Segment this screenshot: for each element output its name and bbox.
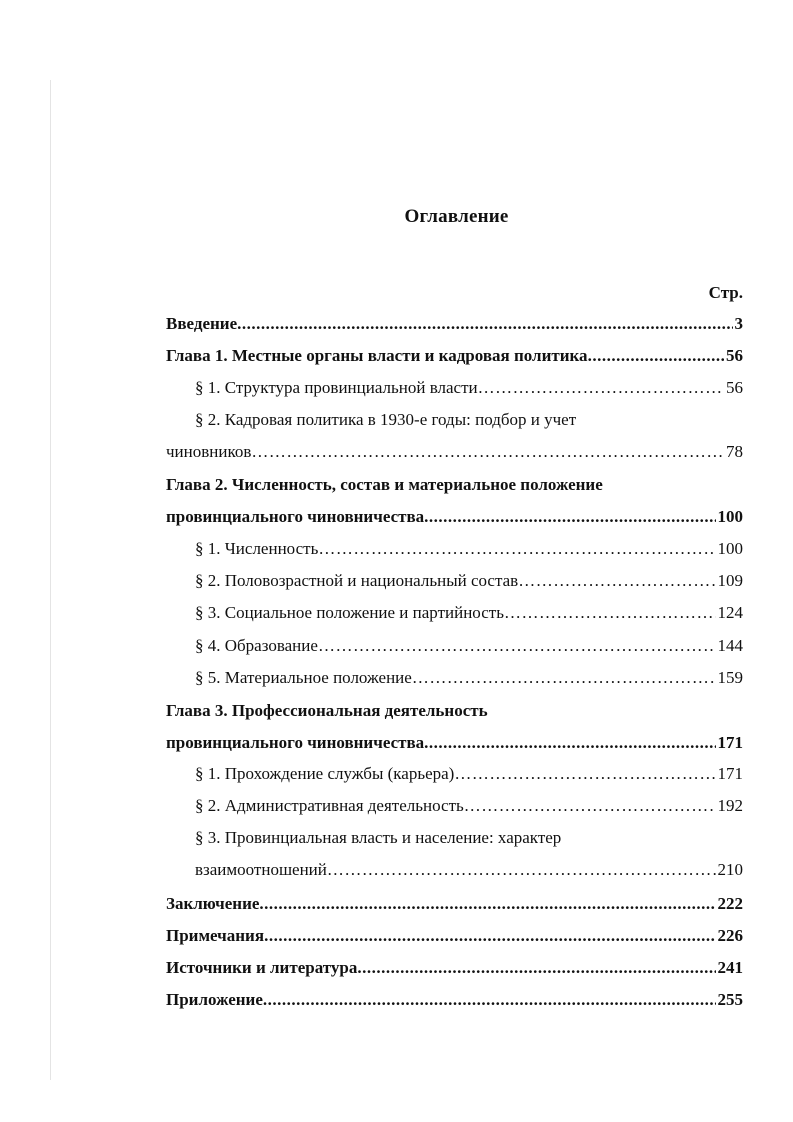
toc-entry-label: Приложение	[166, 990, 263, 1009]
toc-entry-ch3-section-2	[195, 795, 743, 817]
toc-page-number: 56	[726, 378, 743, 397]
toc-entry-label: § 3. Социальное положение и партийность	[195, 603, 504, 622]
dot-leader	[259, 893, 715, 915]
toc-entry-label: § 5. Материальное положение	[195, 668, 412, 687]
toc-entry-notes	[166, 925, 743, 947]
toc-entry-label: провинциального чиновничества	[166, 507, 425, 526]
dot-leader	[264, 925, 715, 947]
toc-entry-conclusion	[166, 893, 743, 915]
toc-entry-label: § 2. Административная деятельность	[195, 796, 464, 815]
toc-entry-label: чиновников	[166, 442, 252, 461]
toc-entry-ch1-section-1	[195, 377, 743, 399]
toc-page-number: 144	[717, 636, 743, 655]
dot-leader	[424, 732, 715, 754]
toc-entry-label: Источники и литература	[166, 958, 358, 977]
toc-entry-label: § 1. Численность	[195, 539, 319, 558]
page-title: Оглавление	[404, 206, 509, 227]
toc-entry-label: провинциального чиновничества	[166, 733, 425, 752]
dot-leader	[327, 859, 716, 881]
toc-entry-ch3-section-3-line-2	[195, 859, 743, 881]
toc-entry-label: Заключение	[166, 894, 260, 913]
dot-leader	[518, 570, 715, 592]
toc-page-number: 241	[717, 958, 743, 977]
dot-leader	[318, 538, 715, 560]
dot-leader	[263, 989, 716, 1011]
toc-entry-ch1-section-2-line-2	[166, 441, 743, 463]
toc-entry-label: § 2. Половозрастной и национальный состав	[195, 571, 519, 590]
toc-entry-ch3-section-1	[195, 763, 743, 785]
toc-entry-ch2-section-5	[195, 667, 743, 689]
toc-entry-label: Глава 1. Местные органы власти и кадровая политика	[166, 346, 588, 365]
toc-entry-ch2-section-2	[195, 570, 743, 592]
toc-entry-chapter-2-line-1: Глава 2. Численность, состав и материальное положение	[166, 475, 603, 494]
dot-leader	[251, 441, 724, 463]
toc-page-number: 192	[717, 796, 743, 815]
toc-entry-chapter-3-line-2	[166, 732, 743, 754]
toc-entry-ch2-section-3	[195, 602, 743, 624]
toc-entry-label: Введение	[166, 314, 238, 333]
toc-page-number: 56	[726, 346, 743, 365]
toc-page-number: 100	[717, 507, 743, 526]
toc-entry-label: § 1. Структура провинциальной власти	[195, 378, 478, 397]
toc-page-number: 222	[717, 894, 743, 913]
toc-entry-ch3-section-3-line-1: § 3. Провинциальная власть и население: характер	[195, 828, 562, 847]
toc-page-number: 171	[717, 733, 743, 752]
toc-page-number: 109	[717, 571, 743, 590]
dot-leader	[357, 957, 715, 979]
toc-entry-chapter-3-line-1: Глава 3. Профессиональная деятельность	[166, 701, 488, 720]
dot-leader	[504, 602, 716, 624]
dot-leader	[588, 345, 724, 367]
toc-page-number: 226	[717, 926, 743, 945]
toc-entry-appendix	[166, 989, 743, 1011]
toc-entry-label: § 4. Образование	[195, 636, 318, 655]
toc-entry-label: Примечания	[166, 926, 265, 945]
toc-page-number: 78	[726, 442, 743, 461]
toc-page-number: 171	[717, 764, 743, 783]
toc-entry-chapter-2-line-2	[166, 506, 743, 528]
toc-entry-ch1-section-2-line-1: § 2. Кадровая политика в 1930-е годы: подбор и учет	[195, 410, 577, 429]
dot-leader	[454, 763, 715, 785]
dot-leader	[237, 313, 732, 335]
scan-margin-line	[50, 80, 51, 1080]
dot-leader	[478, 377, 724, 399]
toc-page-number: 210	[717, 860, 743, 879]
toc-entry-label: взаимоотношений	[195, 860, 327, 879]
toc-entry-introduction	[166, 313, 743, 335]
dot-leader	[464, 795, 716, 817]
dot-leader	[318, 635, 716, 657]
toc-entry-ch2-section-4	[195, 635, 743, 657]
dot-leader	[412, 667, 716, 689]
toc-page-number: 3	[734, 314, 743, 333]
toc-entry-sources	[166, 957, 743, 979]
toc-entry-chapter-1	[166, 345, 743, 367]
toc-entry-ch2-section-1	[195, 538, 743, 560]
toc-entry-label: § 1. Прохождение службы (карьера)	[195, 764, 455, 783]
toc-page-number: 159	[717, 668, 743, 687]
dot-leader	[424, 506, 715, 528]
page-column-label: Стр.	[708, 283, 743, 302]
toc-page-number: 100	[717, 539, 743, 558]
toc-page-number: 255	[717, 990, 743, 1009]
toc-page-number: 124	[717, 603, 743, 622]
